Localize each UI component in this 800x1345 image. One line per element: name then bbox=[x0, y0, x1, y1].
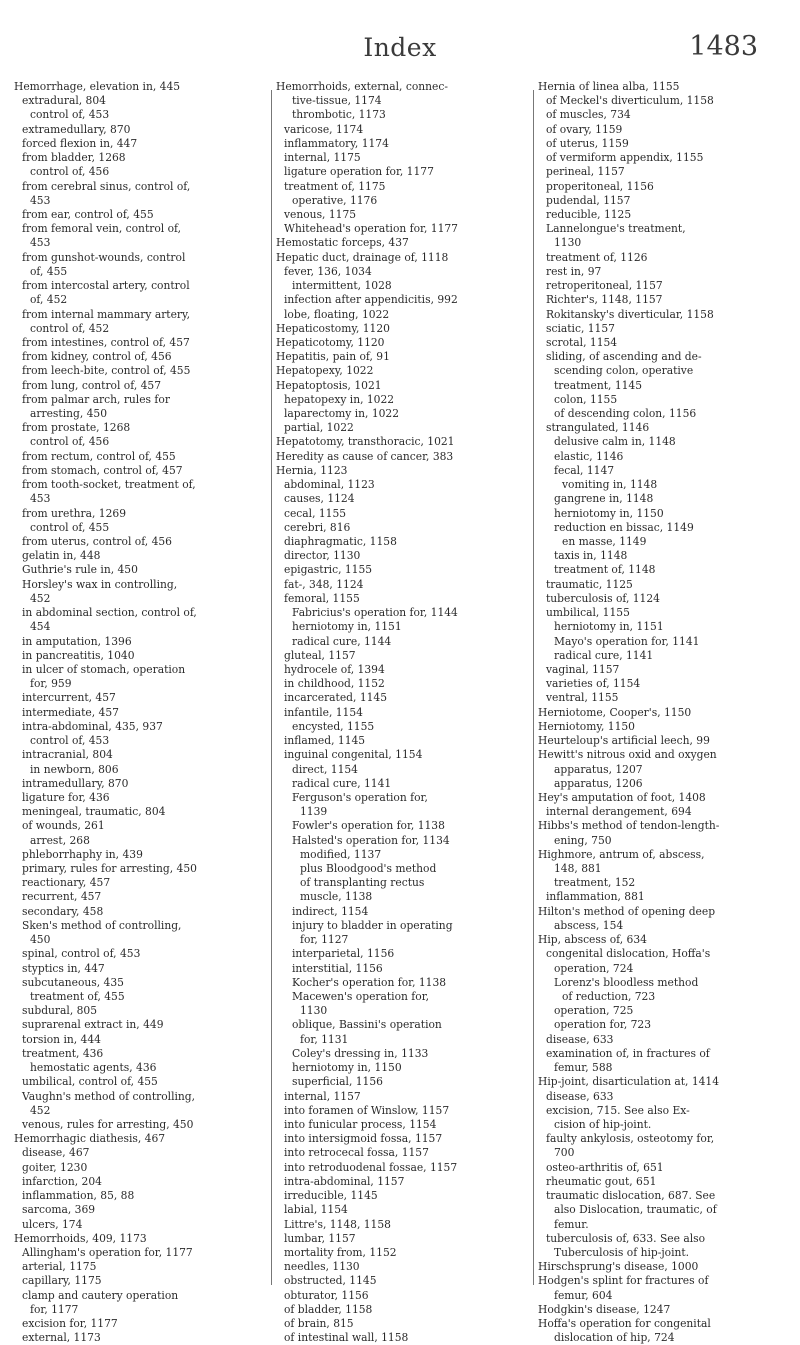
index-subentry: infarction, 204 bbox=[22, 1174, 102, 1188]
index-subentry: from ear, control of, 455 bbox=[22, 207, 154, 221]
index-subentry: for, 1127 bbox=[300, 933, 349, 947]
index-subentry: hydrocele of, 1394 bbox=[284, 662, 385, 676]
index-subentry: herniotomy in, 1151 bbox=[292, 620, 402, 634]
index-subentry: mortality from, 1152 bbox=[284, 1245, 397, 1259]
index-subentry: of descending colon, 1156 bbox=[554, 407, 697, 421]
index-subentry: tuberculosis of, 633. See also bbox=[546, 1231, 706, 1245]
index-subentry: into foramen of Winslow, 1157 bbox=[284, 1103, 450, 1117]
index-subentry: control of, 453 bbox=[30, 108, 110, 122]
index-subentry: from cerebral sinus, control of, bbox=[22, 179, 191, 193]
index-subentry: of, 452 bbox=[30, 293, 68, 307]
index-subentry: hepatopexy in, 1022 bbox=[284, 392, 395, 406]
index-subentry: pudendal, 1157 bbox=[546, 193, 631, 207]
index-subentry: of vermiform appendix, 1155 bbox=[546, 151, 704, 165]
index-subentry: control of, 456 bbox=[30, 165, 110, 179]
index-subentry: Coley's dressing in, 1133 bbox=[292, 1046, 429, 1060]
index-subentry: oblique, Bassini's operation bbox=[292, 1018, 442, 1032]
index-subentry: Mayo's operation for, 1141 bbox=[554, 634, 700, 648]
index-subentry: needles, 1130 bbox=[284, 1260, 360, 1274]
index-subentry: ulcers, 174 bbox=[22, 1217, 83, 1231]
index-heading: Hepatic duct, drainage of, 1118 bbox=[276, 250, 449, 264]
index-subentry: 453 bbox=[30, 236, 51, 250]
index-subentry: Richter's, 1148, 1157 bbox=[546, 293, 663, 307]
index-subentry: retroperitoneal, 1157 bbox=[546, 279, 663, 293]
index-subentry: delusive calm in, 1148 bbox=[554, 435, 676, 449]
index-subentry: sarcoma, 369 bbox=[22, 1203, 96, 1217]
index-subentry: Horsley's wax in controlling, bbox=[22, 577, 178, 591]
index-subentry: 700 bbox=[554, 1146, 575, 1160]
index-subentry: sciatic, 1157 bbox=[546, 321, 615, 335]
index-subentry: scending colon, operative bbox=[554, 364, 694, 378]
index-subentry: cerebri, 816 bbox=[284, 520, 351, 534]
index-subentry: of intestinal wall, 1158 bbox=[284, 1331, 409, 1345]
index-column-1 bbox=[14, 80, 270, 1345]
index-subentry: ening, 750 bbox=[554, 833, 612, 847]
index-subentry: forced flexion in, 447 bbox=[22, 136, 138, 150]
index-subentry: taxis in, 1148 bbox=[554, 549, 628, 563]
index-subentry: lumbar, 1157 bbox=[284, 1231, 356, 1245]
index-subentry: for, 959 bbox=[30, 677, 72, 691]
index-subentry: into retroduodenal fossae, 1157 bbox=[284, 1160, 458, 1174]
index-subentry: torsion in, 444 bbox=[22, 1032, 101, 1046]
index-subentry: perineal, 1157 bbox=[546, 165, 625, 179]
index-subentry: direct, 1154 bbox=[292, 762, 358, 776]
index-subentry: sliding, of ascending and de- bbox=[546, 350, 702, 364]
index-subentry: rheumatic gout, 651 bbox=[546, 1174, 657, 1188]
index-subentry: of transplanting rectus bbox=[300, 876, 425, 890]
index-subentry: into retrocecal fossa, 1157 bbox=[284, 1146, 429, 1160]
index-subentry: operative, 1176 bbox=[292, 193, 378, 207]
index-subentry: vaginal, 1157 bbox=[546, 662, 620, 676]
index-subentry: thrombotic, 1173 bbox=[292, 108, 386, 122]
index-subentry: disease, 467 bbox=[22, 1146, 90, 1160]
index-subentry: interstitial, 1156 bbox=[292, 961, 383, 975]
index-subentry: elastic, 1146 bbox=[554, 449, 624, 463]
index-subentry: venous, rules for arresting, 450 bbox=[22, 1117, 194, 1131]
index-subentry: labial, 1154 bbox=[284, 1203, 348, 1217]
index-subentry: from kidney, control of, 456 bbox=[22, 350, 172, 364]
index-heading: Hey's amputation of foot, 1408 bbox=[538, 790, 706, 804]
index-subentry: 452 bbox=[30, 1103, 51, 1117]
index-subentry: radical cure, 1141 bbox=[554, 648, 654, 662]
index-subentry: irreducible, 1145 bbox=[284, 1189, 378, 1203]
index-subentry: radical cure, 1141 bbox=[292, 776, 392, 790]
index-subentry: operation, 725 bbox=[554, 1004, 634, 1018]
index-subentry: Littre's, 1148, 1158 bbox=[284, 1217, 391, 1231]
index-subentry: in newborn, 806 bbox=[30, 762, 119, 776]
index-subentry: Kocher's operation for, 1138 bbox=[292, 975, 447, 989]
index-heading: Hemorrhoids, external, connec- bbox=[276, 80, 448, 93]
index-subentry: femoral, 1155 bbox=[284, 591, 360, 605]
index-subentry: excision, 715. See also Ex- bbox=[546, 1103, 690, 1117]
index-subentry: external, 1173 bbox=[22, 1331, 101, 1345]
index-subentry: modified, 1137 bbox=[300, 847, 382, 861]
index-heading: Hip-joint, disarticulation at, 1414 bbox=[538, 1075, 720, 1089]
index-subentry: control of, 453 bbox=[30, 734, 110, 748]
index-subentry: styptics in, 447 bbox=[22, 961, 105, 975]
index-subentry: in pancreatitis, 1040 bbox=[22, 648, 135, 662]
index-subentry: 1139 bbox=[300, 805, 328, 819]
index-subentry: extradural, 804 bbox=[22, 94, 106, 108]
index-subentry: treatment of, 1175 bbox=[284, 179, 386, 193]
index-subentry: from lung, control of, 457 bbox=[22, 378, 162, 392]
index-subentry: from palmar arch, rules for bbox=[22, 392, 170, 406]
index-subentry: 453 bbox=[30, 193, 51, 207]
index-subentry: tive-tissue, 1174 bbox=[292, 94, 382, 108]
index-heading: Hip, abscess of, 634 bbox=[538, 933, 647, 947]
index-subentry: cision of hip-joint. bbox=[554, 1117, 652, 1131]
index-heading: Herniotomy, 1150 bbox=[538, 719, 635, 733]
index-subentry: tuberculosis of, 1124 bbox=[546, 591, 660, 605]
index-subentry: 454 bbox=[30, 620, 51, 634]
index-subentry: gelatin in, 448 bbox=[22, 549, 101, 563]
index-subentry: epigastric, 1155 bbox=[284, 563, 373, 577]
index-subentry: interparietal, 1156 bbox=[292, 947, 395, 961]
index-subentry: Fabricius's operation for, 1144 bbox=[292, 606, 458, 620]
index-subentry: rest in, 97 bbox=[546, 264, 602, 278]
index-subentry: internal, 1175 bbox=[284, 151, 361, 165]
index-subentry: Fowler's operation for, 1138 bbox=[292, 819, 445, 833]
index-heading: Hewitt's nitrous oxid and oxygen bbox=[538, 748, 717, 762]
index-subentry: causes, 1124 bbox=[284, 492, 355, 506]
index-subentry: partial, 1022 bbox=[284, 421, 354, 435]
index-subentry: colon, 1155 bbox=[554, 392, 618, 406]
index-column-2 bbox=[276, 80, 532, 1345]
index-subentry: for, 1131 bbox=[300, 1032, 349, 1046]
index-subentry: control of, 455 bbox=[30, 520, 110, 534]
index-subentry: from gunshot-wounds, control bbox=[22, 250, 186, 264]
index-subentry: for, 1177 bbox=[30, 1302, 79, 1316]
index-subentry: Rokitansky's diverticular, 1158 bbox=[546, 307, 714, 321]
index-subentry: from stomach, control of, 457 bbox=[22, 463, 183, 477]
index-subentry: of reduction, 723 bbox=[562, 990, 656, 1003]
index-heading: Hernia, 1123 bbox=[276, 463, 348, 477]
column-divider bbox=[271, 90, 272, 1285]
index-heading: Hilton's method of opening deep bbox=[538, 904, 716, 918]
index-subentry: arrest, 268 bbox=[30, 833, 90, 847]
index-subentry: infantile, 1154 bbox=[284, 705, 363, 719]
index-subentry: subdural, 805 bbox=[22, 1004, 98, 1018]
index-subentry: goiter, 1230 bbox=[22, 1160, 88, 1174]
index-subentry: capillary, 1175 bbox=[22, 1274, 102, 1288]
index-subentry: apparatus, 1206 bbox=[554, 776, 643, 790]
index-subentry: plus Bloodgood's method bbox=[300, 862, 437, 876]
index-heading: Hoffa's operation for congenital bbox=[538, 1317, 711, 1331]
index-subentry: cecal, 1155 bbox=[284, 506, 347, 520]
index-subentry: from rectum, control of, 455 bbox=[22, 449, 176, 463]
index-subentry: treatment, 152 bbox=[554, 876, 636, 890]
index-heading: Hodgkin's disease, 1247 bbox=[538, 1302, 671, 1316]
index-subentry: recurrent, 457 bbox=[22, 890, 102, 904]
index-subentry: traumatic dislocation, 687. See bbox=[546, 1189, 716, 1203]
index-subentry: from tooth-socket, treatment of, bbox=[22, 478, 196, 492]
index-subentry: in childhood, 1152 bbox=[284, 677, 385, 691]
index-subentry: treatment, 1145 bbox=[554, 378, 643, 392]
index-subentry: 450 bbox=[30, 933, 51, 947]
index-subentry: 1130 bbox=[300, 1004, 328, 1018]
index-subentry: 452 bbox=[30, 591, 51, 605]
index-subentry: disease, 633 bbox=[546, 1089, 614, 1103]
index-subentry: obstructed, 1145 bbox=[284, 1274, 377, 1288]
index-subentry: excision for, 1177 bbox=[22, 1317, 118, 1331]
index-subentry: superficial, 1156 bbox=[292, 1075, 383, 1089]
index-subentry: control of, 452 bbox=[30, 321, 110, 335]
index-subentry: intermittent, 1028 bbox=[292, 279, 392, 293]
index-subentry: of uterus, 1159 bbox=[546, 136, 629, 150]
index-subentry: injury to bladder in operating bbox=[292, 918, 453, 932]
index-subentry: arresting, 450 bbox=[30, 407, 108, 421]
index-subentry: ventral, 1155 bbox=[546, 691, 619, 705]
index-subentry: director, 1130 bbox=[284, 549, 361, 563]
index-heading: Hepaticostomy, 1120 bbox=[276, 321, 390, 335]
index-subentry: meningeal, traumatic, 804 bbox=[22, 805, 166, 819]
index-heading: Hepatitis, pain of, 91 bbox=[276, 350, 390, 364]
index-subentry: inflammation, 881 bbox=[546, 890, 645, 904]
index-subentry: femur, 604 bbox=[554, 1288, 613, 1302]
index-subentry: Whitehead's operation for, 1177 bbox=[284, 222, 458, 236]
index-subentry: of bladder, 1158 bbox=[284, 1302, 373, 1316]
index-subentry: diaphragmatic, 1158 bbox=[284, 535, 397, 548]
index-subentry: in amputation, 1396 bbox=[22, 634, 132, 648]
index-subentry: operation, 724 bbox=[554, 961, 634, 975]
page-number: 1483 bbox=[689, 31, 758, 62]
index-subentry: strangulated, 1146 bbox=[546, 421, 650, 435]
index-subentry: gluteal, 1157 bbox=[284, 648, 356, 662]
index-heading: Hemostatic forceps, 437 bbox=[276, 236, 409, 250]
index-subentry: primary, rules for arresting, 450 bbox=[22, 862, 197, 876]
index-subentry: umbilical, control of, 455 bbox=[22, 1075, 158, 1089]
index-subentry: 1130 bbox=[554, 236, 582, 250]
index-subentry: inguinal congenital, 1154 bbox=[284, 748, 423, 762]
index-subentry: into funicular process, 1154 bbox=[284, 1117, 437, 1131]
index-heading: Hemorrhoids, 409, 1173 bbox=[14, 1231, 147, 1245]
index-subentry: herniotomy in, 1150 bbox=[292, 1061, 402, 1075]
index-subentry: reducible, 1125 bbox=[546, 207, 632, 221]
index-subentry: Ferguson's operation for, bbox=[292, 790, 428, 804]
page-title: Index bbox=[363, 33, 437, 62]
index-subentry: intramedullary, 870 bbox=[22, 776, 129, 790]
index-subentry: reactionary, 457 bbox=[22, 876, 111, 890]
index-subentry: 453 bbox=[30, 492, 51, 506]
index-subentry: varicose, 1174 bbox=[284, 122, 364, 136]
index-subentry: treatment of, 1148 bbox=[554, 563, 656, 577]
index-subentry: muscle, 1138 bbox=[300, 890, 373, 904]
index-subentry: faulty ankylosis, osteotomy for, bbox=[546, 1132, 715, 1146]
index-subentry: incarcerated, 1145 bbox=[284, 691, 388, 705]
index-subentry: of ovary, 1159 bbox=[546, 122, 623, 136]
index-subentry: disease, 633 bbox=[546, 1032, 614, 1046]
index-heading: Heredity as cause of cancer, 383 bbox=[276, 449, 454, 463]
index-subentry: Macewen's operation for, bbox=[292, 990, 430, 1003]
index-heading: Hirschsprung's disease, 1000 bbox=[538, 1260, 699, 1274]
index-subentry: fever, 136, 1034 bbox=[284, 264, 372, 278]
index-subentry: control of, 456 bbox=[30, 435, 110, 449]
column-divider bbox=[533, 90, 534, 1285]
index-heading: Hepatoptosis, 1021 bbox=[276, 378, 382, 392]
index-subentry: intermediate, 457 bbox=[22, 705, 119, 719]
index-subentry: herniotomy in, 1150 bbox=[554, 506, 664, 520]
index-subentry: inflamed, 1145 bbox=[284, 734, 366, 748]
index-subentry: in ulcer of stomach, operation bbox=[22, 662, 186, 676]
index-subentry: congenital dislocation, Hoffa's bbox=[546, 947, 711, 961]
index-subentry: intracranial, 804 bbox=[22, 748, 113, 762]
index-heading: Hernia of linea alba, 1155 bbox=[538, 80, 680, 93]
index-heading: Heurteloup's artificial leech, 99 bbox=[538, 734, 710, 748]
index-subentry: inflammatory, 1174 bbox=[284, 136, 389, 150]
index-heading: Hepaticotomy, 1120 bbox=[276, 335, 385, 349]
index-heading: Hepatopexy, 1022 bbox=[276, 364, 374, 378]
index-subentry: femur, 588 bbox=[554, 1061, 613, 1075]
index-subentry: of Meckel's diverticulum, 1158 bbox=[546, 94, 714, 108]
index-subentry: examination of, in fractures of bbox=[546, 1046, 710, 1060]
index-subentry: from bladder, 1268 bbox=[22, 151, 126, 165]
index-subentry: Allingham's operation for, 1177 bbox=[22, 1245, 193, 1259]
index-subentry: fecal, 1147 bbox=[554, 463, 615, 477]
index-subentry: ligature operation for, 1177 bbox=[284, 165, 434, 179]
index-subentry: from urethra, 1269 bbox=[22, 506, 126, 520]
index-heading: Hepatotomy, transthoracic, 1021 bbox=[276, 435, 455, 449]
index-subentry: clamp and cautery operation bbox=[22, 1288, 179, 1302]
index-subentry: of brain, 815 bbox=[284, 1317, 354, 1331]
index-subentry: laparectomy in, 1022 bbox=[284, 407, 400, 421]
index-subentry: Lannelongue's treatment, bbox=[546, 222, 686, 236]
index-subentry: into intersigmoid fossa, 1157 bbox=[284, 1132, 443, 1146]
index-subentry: Guthrie's rule in, 450 bbox=[22, 563, 138, 577]
index-subentry: spinal, control of, 453 bbox=[22, 947, 141, 961]
index-subentry: inflammation, 85, 88 bbox=[22, 1189, 135, 1203]
index-subentry: femur. bbox=[554, 1217, 589, 1231]
index-subentry: Sken's method of controlling, bbox=[22, 918, 182, 932]
index-subentry: hemostatic agents, 436 bbox=[30, 1061, 157, 1075]
index-subentry: from internal mammary artery, bbox=[22, 307, 191, 321]
index-subentry: suprarenal extract in, 449 bbox=[22, 1018, 164, 1032]
index-subentry: from uterus, control of, 456 bbox=[22, 535, 172, 548]
index-heading: Hemorrhagic diathesis, 467 bbox=[14, 1132, 166, 1146]
index-subentry: Halsted's operation for, 1134 bbox=[292, 833, 450, 847]
index-subentry: properitoneal, 1156 bbox=[546, 179, 654, 193]
index-subentry: treatment of, 455 bbox=[30, 990, 125, 1003]
index-subentry: venous, 1175 bbox=[284, 207, 357, 221]
index-subentry: internal derangement, 694 bbox=[546, 805, 692, 819]
index-subentry: gangrene in, 1148 bbox=[554, 492, 654, 506]
index-subentry: abscess, 154 bbox=[554, 918, 624, 932]
index-subentry: obturator, 1156 bbox=[284, 1288, 369, 1302]
index-subentry: subcutaneous, 435 bbox=[22, 975, 124, 989]
index-subentry: umbilical, 1155 bbox=[546, 606, 630, 620]
index-subentry: secondary, 458 bbox=[22, 904, 104, 918]
index-subentry: traumatic, 1125 bbox=[546, 577, 633, 591]
index-subentry: operation for, 723 bbox=[554, 1018, 652, 1032]
index-subentry: Vaughn's method of controlling, bbox=[22, 1089, 196, 1103]
index-subentry: lobe, floating, 1022 bbox=[284, 307, 390, 321]
index-subentry: internal, 1157 bbox=[284, 1089, 361, 1103]
index-subentry: apparatus, 1207 bbox=[554, 762, 643, 776]
index-heading: Hodgen's splint for fractures of bbox=[538, 1274, 709, 1288]
index-subentry: intra-abdominal, 1157 bbox=[284, 1174, 405, 1188]
index-subentry: osteo-arthritis of, 651 bbox=[546, 1160, 664, 1174]
index-subentry: from leech-bite, control of, 455 bbox=[22, 364, 191, 378]
index-subentry: vomiting in, 1148 bbox=[562, 478, 658, 492]
index-subentry: from prostate, 1268 bbox=[22, 421, 131, 435]
index-heading: Hemorrhage, elevation in, 445 bbox=[14, 80, 181, 93]
index-subentry: from intercostal artery, control bbox=[22, 279, 190, 293]
index-heading: Herniotome, Cooper's, 1150 bbox=[538, 705, 692, 719]
index-subentry: intra-abdominal, 435, 937 bbox=[22, 719, 163, 733]
index-subentry: infection after appendicitis, 992 bbox=[284, 293, 458, 307]
index-subentry: fat-, 348, 1124 bbox=[284, 577, 364, 591]
index-subentry: of wounds, 261 bbox=[22, 819, 105, 833]
index-subentry: extramedullary, 870 bbox=[22, 122, 131, 136]
index-subentry: treatment, 436 bbox=[22, 1046, 104, 1060]
index-column-3 bbox=[538, 80, 794, 1345]
index-subentry: from intestines, control of, 457 bbox=[22, 335, 190, 349]
index-subentry: ligature for, 436 bbox=[22, 790, 110, 804]
index-subentry: intercurrent, 457 bbox=[22, 691, 116, 705]
index-subentry: encysted, 1155 bbox=[292, 719, 375, 733]
index-subentry: abdominal, 1123 bbox=[284, 478, 375, 492]
index-subentry: of muscles, 734 bbox=[546, 108, 631, 122]
index-heading: Hibbs's method of tendon-length- bbox=[538, 819, 720, 833]
index-subentry: dislocation of hip, 724 bbox=[554, 1331, 675, 1345]
index-subentry: reduction en bissac, 1149 bbox=[554, 520, 694, 534]
index-subentry: varieties of, 1154 bbox=[546, 677, 641, 691]
index-subentry: from femoral vein, control of, bbox=[22, 222, 181, 236]
index-subentry: arterial, 1175 bbox=[22, 1260, 97, 1274]
index-subentry: en masse, 1149 bbox=[562, 535, 647, 548]
index-subentry: also Dislocation, traumatic, of bbox=[554, 1203, 717, 1217]
index-subentry: indirect, 1154 bbox=[292, 904, 369, 918]
index-subentry: 148, 881 bbox=[554, 862, 602, 876]
index-subentry: Tuberculosis of hip-joint. bbox=[554, 1245, 690, 1259]
index-subentry: Lorenz's bloodless method bbox=[554, 975, 699, 989]
index-subentry: herniotomy in, 1151 bbox=[554, 620, 664, 634]
index-subentry: treatment of, 1126 bbox=[546, 250, 648, 264]
index-subentry: phleborrhaphy in, 439 bbox=[22, 847, 143, 861]
index-subentry: of, 455 bbox=[30, 264, 68, 278]
index-heading: Highmore, antrum of, abscess, bbox=[538, 847, 705, 861]
index-subentry: scrotal, 1154 bbox=[546, 335, 618, 349]
index-subentry: in abdominal section, control of, bbox=[22, 606, 197, 620]
index-subentry: radical cure, 1144 bbox=[292, 634, 392, 648]
